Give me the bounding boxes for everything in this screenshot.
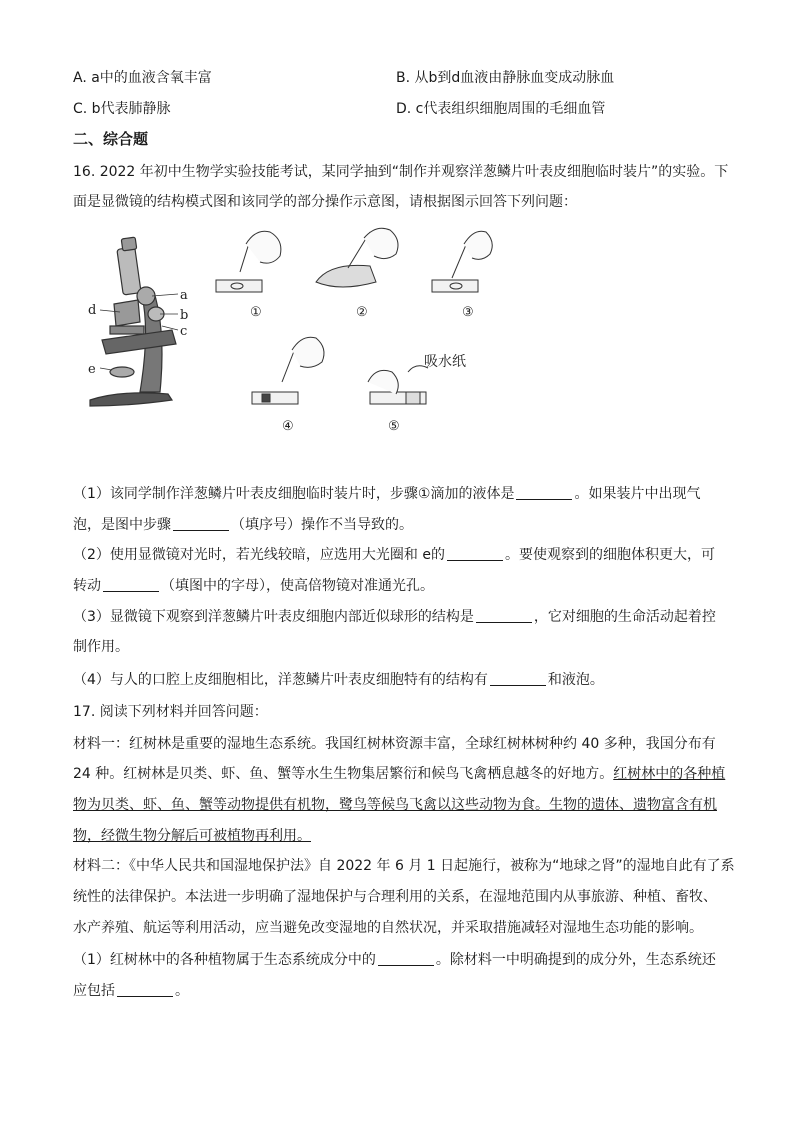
step4-label: ④ <box>282 419 294 434</box>
q16-part3-text-a: （3）显微镜下观察到洋葱鳞片叶表皮细胞内部近似球形的结构是 <box>73 609 474 625</box>
q17-part1-text-c: 应包括 <box>73 983 115 999</box>
q16-part4-text-a: （4）与人的口腔上皮细胞相比，洋葱鳞片叶表皮细胞特有的结构有 <box>73 672 488 688</box>
q16-part1-text-d: （填序号）操作不当导致的。 <box>231 517 413 533</box>
step3-label: ③ <box>462 305 474 320</box>
answer-blank[interactable] <box>378 951 434 966</box>
q16-part2-text-c: 转动 <box>73 578 101 594</box>
q16-part1-text-b: 。如果装片中出现气 <box>574 486 701 502</box>
q16-stem-line1: 16. 2022 年初中生物学实验技能考试，某同学抽到“制作并观察洋葱鳞片叶表皮细胞临时装片”的实验。下 <box>73 164 729 180</box>
option-d: D. c代表组织细胞周围的毛细血管 <box>396 101 606 117</box>
step1-label: ① <box>250 305 262 320</box>
q16-part4-text-b: 和液泡。 <box>547 672 604 688</box>
step5-blotting-paper-illustration <box>368 366 428 404</box>
answer-blank[interactable] <box>447 546 503 561</box>
q17-stem: 17. 阅读下列材料并回答问题： <box>73 704 268 720</box>
q17-part1-text-d: 。 <box>175 983 189 999</box>
options-row-1 <box>73 67 733 89</box>
q16-part2-line2 <box>73 576 733 596</box>
microscope-label-a: a <box>180 288 188 303</box>
q16-part2-text-d: （填图中的字母），使高倍物镜对准通光孔。 <box>161 578 434 594</box>
step2-onion-peel-illustration <box>316 228 398 287</box>
step5-label: ⑤ <box>388 419 400 434</box>
answer-blank[interactable] <box>516 485 572 500</box>
q16-part3-line2: 制作用。 <box>73 639 129 655</box>
option-c: C. b代表肺静脉 <box>73 101 171 117</box>
options-row-2 <box>73 98 733 120</box>
q17-part1-line2 <box>73 981 733 1001</box>
microscope-label-d: d <box>88 303 97 318</box>
microscope-label-b: b <box>180 308 189 323</box>
step5-paper-label: 吸水纸 <box>424 354 466 370</box>
step1-dropper-illustration <box>216 231 281 292</box>
q16-part3-line1 <box>73 607 733 627</box>
q16-part1-line1 <box>73 484 733 504</box>
answer-blank[interactable] <box>490 671 546 686</box>
q16-part1-text-a: （1）该同学制作洋葱鳞片叶表皮细胞临时装片时，步骤①滴加的液体是 <box>73 486 515 502</box>
q16-figure <box>80 222 500 444</box>
answer-blank[interactable] <box>476 608 532 623</box>
step2-label: ② <box>356 305 368 320</box>
q16-stem-line2: 面是显微镜的结构模式图和该同学的部分操作示意图，请根据图示回答下列问题： <box>73 194 577 210</box>
q17-material1-line3: 物为贝类、虾、鱼、蟹等动物提供有机物，鹭鸟等候鸟飞禽以这些动物为食。生物的遗体、遗物富含有机 <box>73 797 717 813</box>
q16-part1-text-c: 泡，是图中步骤 <box>73 517 171 533</box>
q17-material1-line2 <box>73 764 733 784</box>
q16-part2-text-a: （2）使用显微镜对光时，若光线较暗，应选用大光圈和 e的 <box>73 547 445 563</box>
q16-part2-text-b: 。要使观察到的细胞体积更大，可 <box>504 547 715 563</box>
q17-material1-text-a: 24 种。红树林是贝类、虾、鱼、蟹等水生生物集居繁衍和候鸟飞禽栖息越冬的好地方。 <box>73 766 614 782</box>
q17-part1-text-a: （1）红树林中的各种植物属于生态系统成分中的 <box>73 952 376 968</box>
section-title: 二、综合题 <box>73 130 149 148</box>
option-a: A. a中的血液含氧丰富 <box>73 70 212 86</box>
q16-part4-line1 <box>73 670 733 690</box>
option-b: B. 从b到d血液由静脉血变成动脉血 <box>396 70 615 86</box>
q17-part1-text-b: 。除材料一中明确提到的成分外，生态系统还 <box>435 952 716 968</box>
microscope-and-steps-figure <box>80 222 500 444</box>
q17-part1-line1 <box>73 950 733 970</box>
answer-blank[interactable] <box>117 982 173 997</box>
q16-part1-line2 <box>73 515 733 535</box>
q17-material2-line3: 水产养殖、航运等利用活动，应当避免改变湿地的自然状况，并采取措施减轻对湿地生态功能的影响。 <box>73 920 703 936</box>
microscope-illustration <box>90 237 176 406</box>
answer-blank[interactable] <box>103 577 159 592</box>
answer-blank[interactable] <box>173 516 229 531</box>
q17-material1-line4: 物，经微生物分解后可被植物再利用。 <box>73 828 311 844</box>
q16-part2-line1 <box>73 545 733 565</box>
step3-tweezers-illustration <box>432 231 492 292</box>
q17-material2-line1: 材料二：《中华人民共和国湿地保护法》自 2022 年 6 月 1 日起施行，被称为“地球之肾”的湿地自此有了系 <box>73 858 735 874</box>
microscope-label-e: e <box>88 362 96 377</box>
microscope-label-c: c <box>180 324 188 339</box>
step4-dropper-illustration <box>252 337 324 404</box>
q17-material2-line2: 统性的法律保护。本法进一步明确了湿地保护与合理利用的关系，在湿地范围内从事旅游、种植、畜牧、 <box>73 889 717 905</box>
q17-material1-underlined-a: 红树林中的各种植 <box>613 766 726 782</box>
q17-material1-line1: 材料一：红树林是重要的湿地生态系统。我国红树林资源丰富，全球红树林树种约 40 多种，我国分布有 <box>73 736 716 752</box>
q16-part3-text-b: ，它对细胞的生命活动起着控 <box>533 609 716 625</box>
